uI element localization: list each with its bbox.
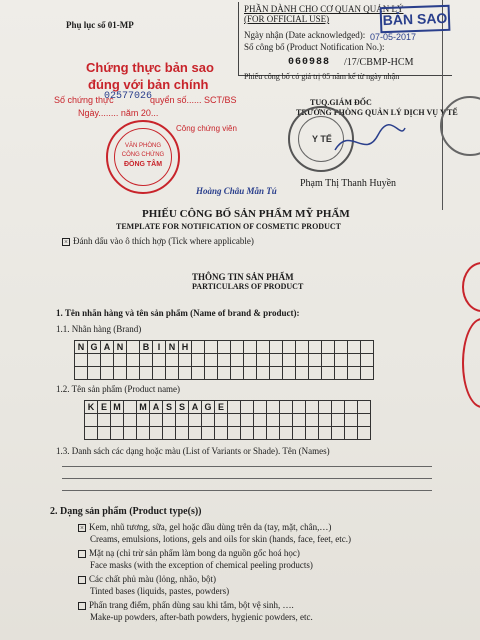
received-value: 07-05-2017: [370, 32, 417, 42]
official-title: PHẦN DÀNH CHO CƠ QUAN QUẢN LÝ: [244, 4, 404, 14]
product-cell: K: [84, 400, 98, 414]
variants-line-2: [62, 478, 432, 479]
deputy-title: TUQ.GIÁM ĐỐC: [310, 98, 372, 107]
cert-line1: Chứng thực bản sao: [86, 60, 214, 75]
type-item-1-en: Creams, emulsions, lotions, gels and oils for skin (hands, face, feet, etc.): [90, 534, 351, 544]
product-cell: S: [162, 400, 176, 414]
type-item-1: × Kem, nhũ tương, sữa, gel hoặc dầu dùng trên da (tay, mặt, chân,…): [78, 522, 331, 532]
cert-number-value: 02577026: [104, 91, 153, 102]
seal-line-1: VĂN PHÒNG: [124, 143, 161, 149]
seal-line-2: CÔNG CHỨNG: [121, 152, 165, 158]
cert-date-label: Ngày........ năm 20...: [78, 108, 159, 118]
notif-label: Số công bố (Product Notification No.):: [244, 42, 385, 52]
partial-seal-right-red-1: [462, 262, 480, 312]
signer-name: Phạm Thị Thanh Huyền: [300, 178, 397, 189]
variants-label: 1.3. Danh sách các dạng hoặc màu (List of Variants or Shade). Tên (Names): [56, 446, 330, 456]
validity-note: Phiếu công bố có giá trị 05 năm kể từ ngày nhận: [244, 72, 400, 81]
type-3-checkbox-icon: [78, 576, 86, 584]
product-grid-row3: [84, 426, 370, 440]
brand-cell: N: [165, 340, 179, 354]
official-signature: [330, 120, 410, 165]
tick-note-text: Đánh dấu vào ô thích hợp (Tick where applicable): [73, 236, 254, 246]
product-cell: G: [201, 400, 215, 414]
type-item-4: Phấn trang điểm, phấn dùng sau khi tắm, bột vệ sinh, ….: [78, 600, 294, 610]
variants-line-1: [62, 466, 432, 467]
cert-officer-label: Công chứng viên: [176, 124, 237, 133]
type-item-4-en: Make-up powders, after-bath powders, hygienic powders, etc.: [90, 612, 313, 622]
product-cell: S: [175, 400, 189, 414]
partial-seal-right-red-2: [462, 318, 480, 408]
product-grid-row1: [84, 400, 370, 414]
margin-line: [442, 0, 443, 210]
notary-signature: Hoàng Châu Mẫn Tú: [196, 186, 277, 196]
product-cell: M: [136, 400, 150, 414]
product-grid-row2: [84, 413, 370, 427]
form-title-vi: PHIẾU CÔNG BỐ SẢN PHẨM MỸ PHẨM: [142, 208, 350, 220]
official-subtitle: (FOR OFFICIAL USE): [244, 14, 330, 24]
type-item-2-en: Face masks (with the exception of chemical peeling products): [90, 560, 313, 570]
type-item-2: Mặt nạ (chỉ trừ sản phẩm làm bong da nguồn gốc hoá học): [78, 548, 300, 558]
appendix-label: Phụ lục số 01-MP: [66, 20, 134, 30]
product-info-en: PARTICULARS OF PRODUCT: [192, 282, 304, 291]
section2-title: 2. Dạng sản phẩm (Product type(s)): [50, 506, 202, 517]
brand-cell: N: [74, 340, 88, 354]
brand-grid-row2: [74, 353, 373, 367]
variants-line-3: [62, 490, 432, 491]
brand-cell: N: [113, 340, 127, 354]
tick-note-checkbox-icon: ×: [62, 238, 70, 246]
product-info-vi: THÔNG TIN SẢN PHẨM: [192, 272, 294, 282]
partial-seal-right: [440, 96, 480, 156]
type-2-checkbox-icon: [78, 550, 86, 558]
product-cell: M: [110, 400, 124, 414]
product-cell: E: [214, 400, 228, 414]
section1-title: 1. Tên nhãn hàng và tên sản phẩm (Name of brand & product):: [56, 308, 300, 318]
brand-grid-row3: [74, 366, 373, 380]
product-name-label: 1.2. Tên sản phẩm (Product name): [56, 384, 181, 394]
cert-number-label: Số chứng thực: [54, 95, 114, 105]
brand-cell: H: [178, 340, 192, 354]
type-4-checkbox-icon: [78, 602, 86, 610]
tick-note: [62, 236, 254, 246]
brand-cell: G: [87, 340, 101, 354]
copy-stamp: BẢN SAO: [380, 5, 451, 33]
type-item-3-en: Tinted bases (liquids, pastes, powders): [90, 586, 230, 596]
office-title: TRƯỞNG PHÒNG QUẢN LÝ DỊCH VỤ Y TẾ: [296, 108, 458, 117]
official-seal: Y TẾ: [288, 106, 354, 172]
seal-line-3: ĐỒNG TÂM: [123, 161, 163, 168]
received-label: Ngày nhận (Date acknowledged):: [244, 30, 366, 40]
brand-cell: I: [152, 340, 166, 354]
brand-cell: A: [100, 340, 114, 354]
notif-suffix: /17/CBMP-HCM: [344, 57, 414, 68]
cert-line2: đúng với bản chính: [88, 77, 209, 92]
notary-seal: [106, 120, 180, 194]
brand-grid-row1: [74, 340, 373, 354]
cert-book-label: quyển số...... SCT/BS: [150, 95, 237, 105]
brand-cell: [126, 340, 140, 354]
notif-number: 060988: [288, 57, 331, 68]
type-1-checkbox-icon: ×: [78, 524, 86, 532]
product-cell: E: [97, 400, 111, 414]
product-cell: [123, 400, 137, 414]
product-cell: A: [188, 400, 202, 414]
brand-label: 1.1. Nhãn hàng (Brand): [56, 324, 142, 334]
brand-cell: B: [139, 340, 153, 354]
type-item-3: Các chất phủ màu (lỏng, nhão, bột): [78, 574, 216, 584]
product-cell: A: [149, 400, 163, 414]
form-title-en: TEMPLATE FOR NOTIFICATION OF COSMETIC PRODUCT: [116, 222, 341, 231]
